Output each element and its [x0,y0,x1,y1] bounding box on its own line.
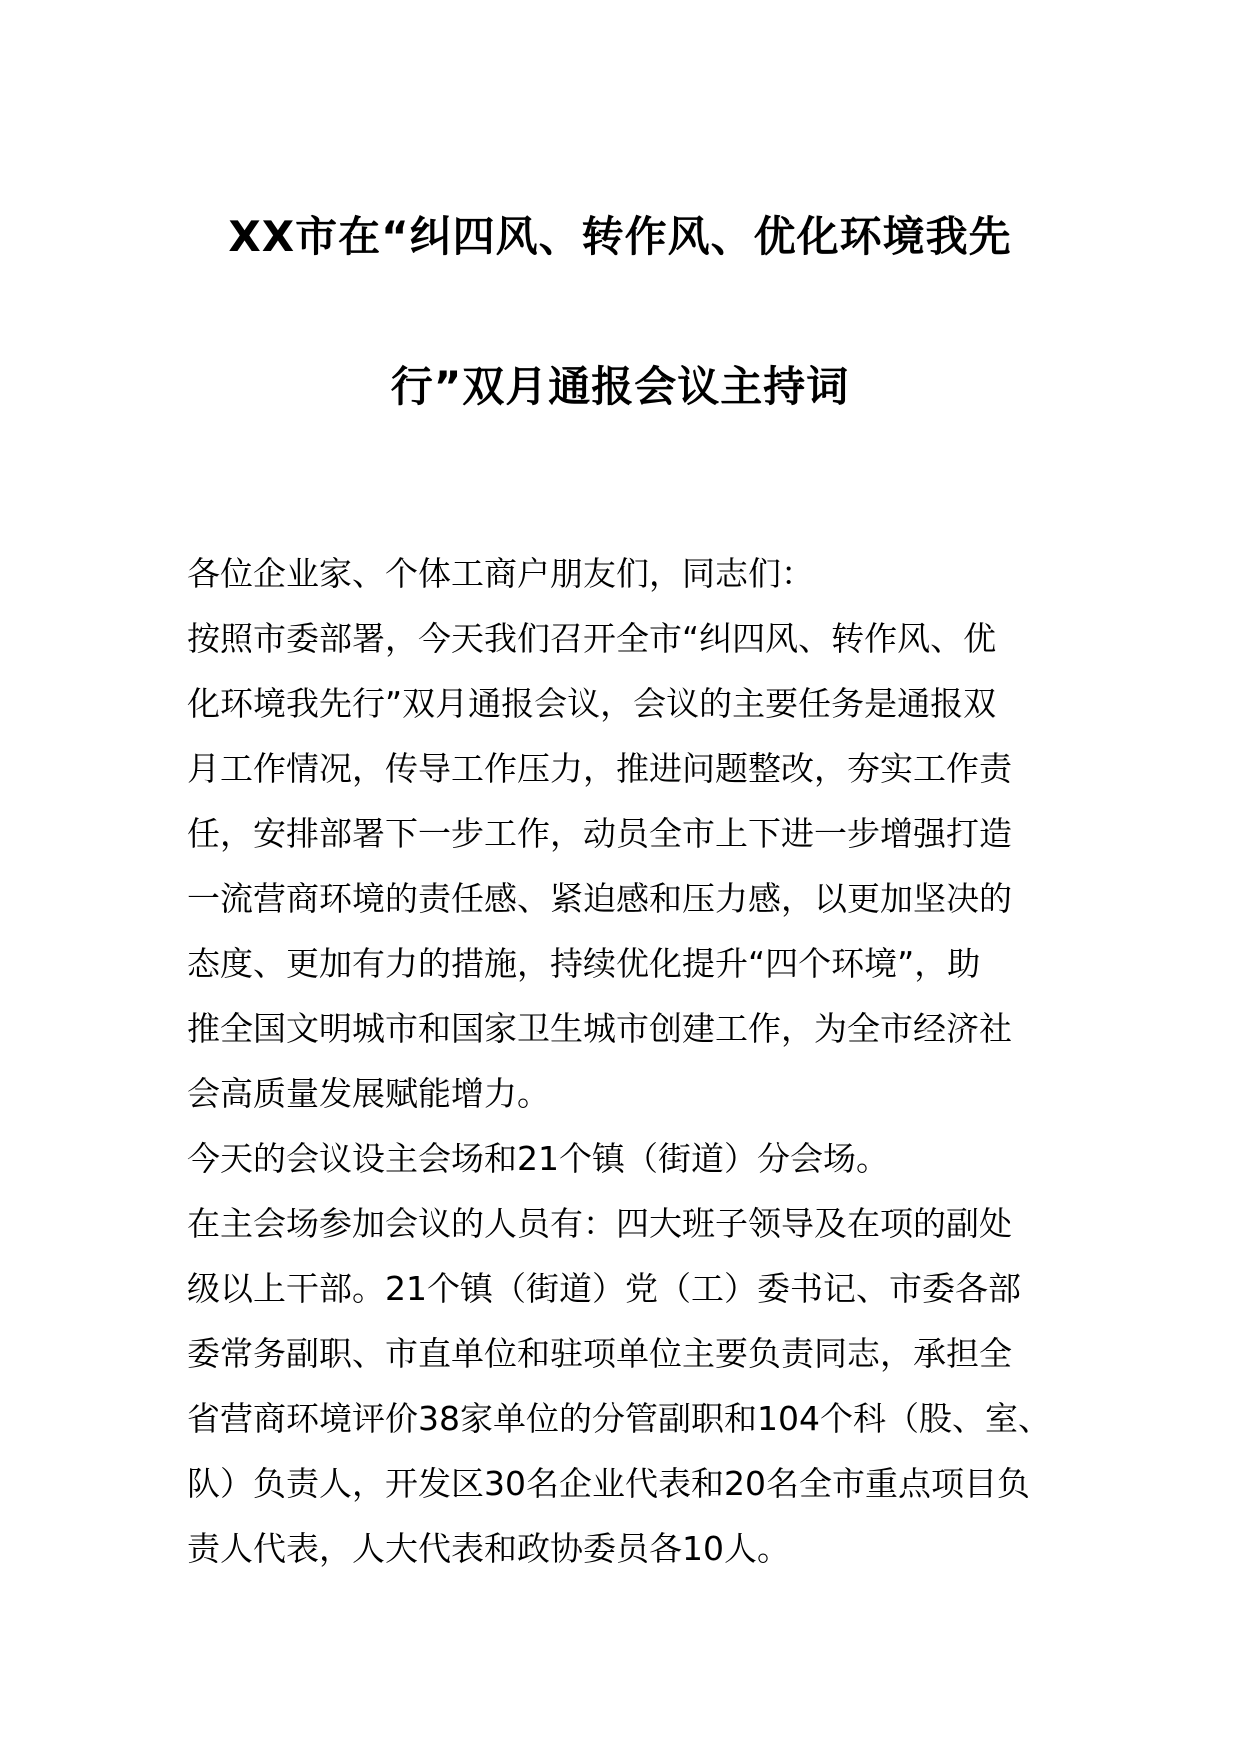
text-line: 化环境我先行”双月通报会议，会议的主要任务是通报双 [187,684,997,723]
text-line: 在主会场参加会议的人员有：四大班子领导及在项的副处 [187,1204,1012,1243]
text-line: 级以上干部。21个镇（街道）党（工）委书记、市委各部 [187,1269,1021,1308]
text-line: 推全国文明城市和国家卫生城市创建工作，为全市经济社 [187,1009,1012,1048]
text-line: 省营商环境评价38家单位的分管副职和104个科（股、室、 [187,1399,1051,1438]
paragraph-venues [187,1126,1057,1191]
document-title-line-1: XX市在“纠四风、转作风、优化环境我先 [228,212,1012,261]
text-line: 今天的会议设主会场和21个镇（街道）分会场。 [187,1139,889,1178]
text-line: 一流营商环境的责任感、紧迫感和压力感，以更加坚决的 [187,879,1012,918]
paragraph-intro [187,606,1057,1126]
paragraph-salutation [187,541,1057,606]
text-line: 态度、更加有力的措施，持续优化提升“四个环境”，助 [187,944,981,983]
text-line: 月工作情况，传导工作压力，推进问题整改，夯实工作责 [187,749,1012,788]
text-line: 委常务副职、市直单位和驻项单位主要负责同志，承担全 [187,1334,1012,1373]
text-line: 任，安排部署下一步工作，动员全市上下进一步增强打造 [187,814,1012,853]
text-line: 各位企业家、个体工商户朋友们，同志们： [187,554,814,593]
text-line: 队）负责人，开发区30名企业代表和20名全市重点项目负 [187,1464,1030,1503]
document-body [187,541,1057,1581]
text-line: 会高质量发展赋能增力。 [187,1074,550,1113]
text-line: 按照市委部署，今天我们召开全市“纠四风、转作风、优 [187,619,997,658]
document-title-line-2: 行”双月通报会议主持词 [390,362,850,411]
paragraph-attendees [187,1191,1057,1581]
text-line: 责人代表，人大代表和政协委员各10人。 [187,1529,790,1568]
